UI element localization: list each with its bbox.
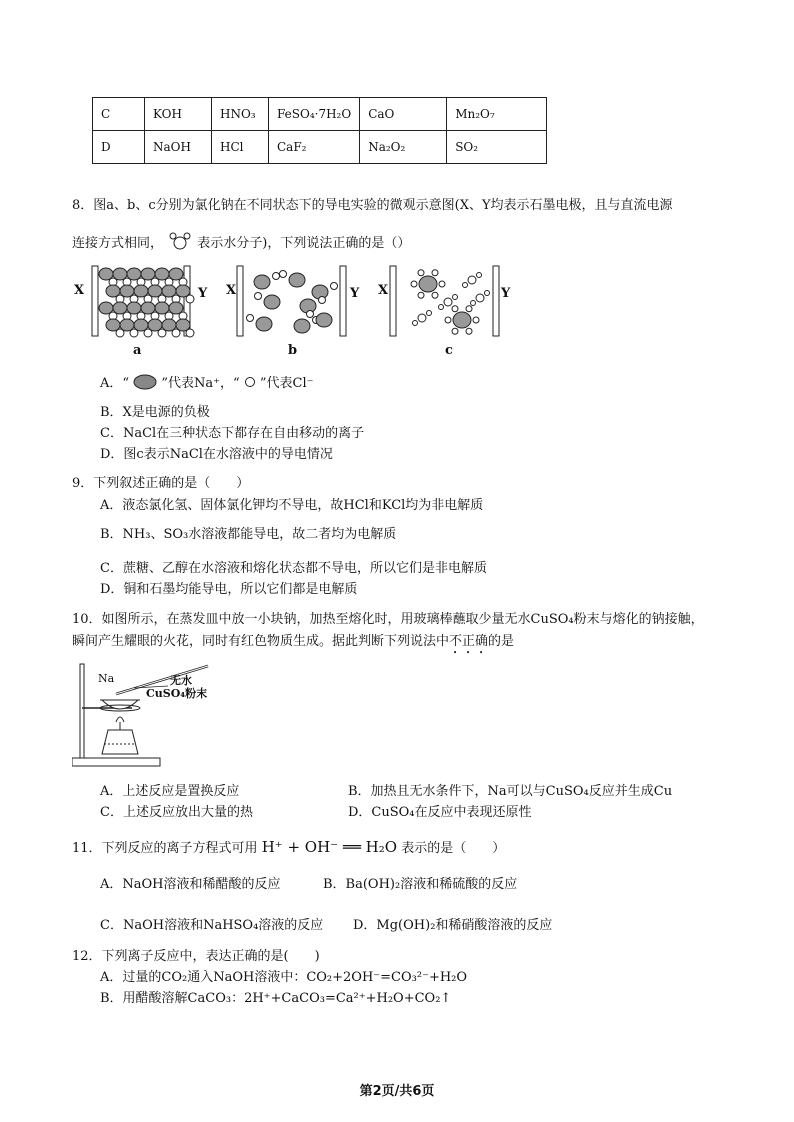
sodium-ion [264,295,280,309]
water-molecule [452,328,458,334]
diagram-c [390,266,499,336]
water-molecule [411,281,417,287]
anhydrous-label: 无水 [170,674,192,687]
q12-option-a: A．过量的CO₂通入NaOH溶液中：CO₂+2OH⁻=CO₃²⁻+H₂O [100,970,468,985]
chloride-ion [280,271,287,278]
q9-option-b: B．NH₃、SO₃水溶液都能导电，故二者均为电解质 [100,527,397,542]
chloride-ion [247,315,254,322]
sodium-ion [127,302,141,314]
q10-option-a: A．上述反应是置换反应 [100,784,240,799]
water-molecule [439,305,444,310]
water-molecule [452,306,458,312]
table-cell: NaOH [145,131,212,164]
sodium-ion [176,285,190,297]
sodium-ion [162,285,176,297]
q11-stem [72,839,505,857]
water-molecule [453,295,458,300]
table-cell: D [93,131,145,164]
water-molecule [485,291,490,296]
q12-option-b: B．用醋酸溶解CaCO₃：2H⁺+CaCO₃=Ca²⁺+H₂O+CO₂↑ [100,991,452,1006]
page-footer: 第2页/共6页 [359,1084,435,1099]
table-cell: HNO₃ [212,98,269,131]
electrode-y-label: Y [501,286,511,301]
sodium-ion [169,302,183,314]
sodium-ion [176,319,190,331]
table-cell: Mn₂O₇ [447,98,547,131]
q12-stem: 12．下列离子反应中，表达正确的是( ) [72,949,320,964]
option-text: A．“ [100,376,130,391]
sodium-ion [106,285,120,297]
sodium-ion [316,313,332,327]
hydrated-sodium-ion [419,276,437,292]
table-cell: C [93,98,145,131]
water-molecule [473,317,479,323]
table-cell: FeSO₄·7H₂O [269,98,360,131]
sodium-ion [127,268,141,280]
q8-option-c: C．NaCl在三种状态下都存在自由移动的离子 [100,426,365,441]
large-ion-icon [133,374,157,390]
q8-option-d: D．图c表示NaCl在水溶液中的导电情况 [100,447,333,462]
sodium-ion [120,319,134,331]
q10-option-b: B．加热且无水条件下，Na可以与CuSO₄反应并生成Cu [348,784,673,799]
emphasized-text: 不正确 [449,634,489,649]
table-cell: KOH [145,98,212,131]
option-text: ”代表Na⁺，“ [161,376,240,391]
q10-stem-line1: 10．如图所示，在蒸发皿中放一小块钠，加热至熔化时，用玻璃棒蘸取少量无水CuSO₄粉末与熔化的钠接触， [72,612,704,627]
water-molecule [477,273,482,278]
q10-option-d: D．CuSO₄在反应中表现还原性 [348,805,532,820]
q9-option-a: A．液态氯化氢、固体氯化钾均不导电，故HCl和KCl均为非电解质 [100,498,484,513]
chloride-ion [468,276,476,284]
chloride-ion [307,311,314,318]
chloride-ion [255,293,262,300]
water-molecule-icon [167,231,193,251]
q8-stem-line1: 8．图a、b、c分别为氯化钠在不同状态下的导电实验的微观示意图(X、Y均表示石墨电极，且与直流电源 [72,198,673,213]
q11-option-a: A．NaOH溶液和稀醋酸的反应 [100,877,281,892]
q8-stem-text: 表示水分子)，下列说法正确的是（） [197,236,411,251]
water-molecule [432,292,438,298]
water-molecule [432,270,438,276]
conduction-diagram [72,262,792,362]
water-molecule [466,328,472,334]
q9-stem: 9．下列叙述正确的是（ ） [72,476,250,491]
water-molecule [445,317,451,323]
table-row [93,131,547,164]
chloride-ion [444,298,452,306]
chloride-ion [319,297,326,304]
water-molecule [418,292,424,298]
classification-table [92,97,547,164]
water-molecule [466,306,472,312]
water-molecule [463,283,468,288]
q10-option-c: C．上述反应放出大量的热 [100,805,253,820]
sodium-ion [99,268,113,280]
sodium-ion [162,319,176,331]
sodium-ion [134,285,148,297]
sodium-ion [294,319,310,333]
sodium-ion [141,302,155,314]
stem-text: 表示的是（ ） [401,841,506,856]
table-row [93,98,547,131]
sodium-ion [113,268,127,280]
sodium-ion [134,319,148,331]
q8-stem-text: 连接方式相同， [72,236,164,251]
sodium-ion [99,302,113,314]
ionic-equation: H⁺ + OH⁻ ══ H₂O [261,838,398,856]
sodium-label: Na [98,672,115,685]
water-molecule [413,321,418,326]
table-cell: Na₂O₂ [360,131,447,164]
figure-label-b: b [288,343,298,358]
q11-option-b: B．Ba(OH)₂溶液和稀硫酸的反应 [323,877,518,892]
water-molecule [427,311,432,316]
sodium-ion [289,273,305,287]
stem-text: 11．下列反应的离子方程式可用 [72,841,258,856]
sodium-ion [120,285,134,297]
chloride-ion [331,283,338,290]
sodium-ion [141,268,155,280]
water-molecule [439,281,445,287]
q8-option-b: B．X是电源的负极 [100,405,210,420]
sodium-ion [148,285,162,297]
q11-option-c: C．NaOH溶液和NaHSO₄溶液的反应 [100,918,324,933]
cuso4-powder-label: CuSO₄粉末 [146,687,208,700]
electrode-x-label: X [378,283,389,298]
small-ion-icon [244,376,256,388]
option-text: ”代表Cl⁻ [259,376,314,391]
q9-option-d: D．铜和石墨均能导电，所以它们都是电解质 [100,582,358,597]
sodium-ion [106,319,120,331]
water-molecule [471,301,476,306]
sodium-ion [155,302,169,314]
table-cell: CaF₂ [269,131,360,164]
figure-label-c: c [445,343,453,358]
q10-stem-line2 [72,634,514,657]
figure-label-a: a [133,343,142,358]
chloride-ion [418,314,426,322]
chloride-ion [273,273,280,280]
table-cell: CaO [360,98,447,131]
sodium-ion [113,302,127,314]
hydrated-sodium-ion [453,312,471,328]
electrode-x-label: X [74,283,85,298]
q8-stem-line2 [72,231,410,252]
chloride-ion [476,294,484,302]
q9-option-c: C．蔗糖、乙醇在水溶液和熔化状态都不导电，所以它们是非电解质 [100,561,487,576]
q8-option-a [100,374,314,392]
table-cell: HCl [212,131,269,164]
sodium-ion [155,268,169,280]
electrode-x-label: X [226,283,237,298]
sodium-ion [256,317,272,331]
stem-text: 的是 [488,634,515,649]
diagram-b [237,266,346,336]
sodium-ion [254,275,270,289]
sodium-ion [148,319,162,331]
table-cell: SO₂ [447,131,547,164]
sodium-ion [169,268,183,280]
q11-option-d: D．Mg(OH)₂和稀硝酸溶液的反应 [353,918,553,933]
diagram-a [92,266,194,337]
stem-text: 瞬间产生耀眼的火花，同时有红色物质生成。据此判断下列说法中 [72,634,450,649]
water-molecule [418,270,424,276]
electrode-y-label: Y [198,286,208,301]
electrode-y-label: Y [350,286,360,301]
